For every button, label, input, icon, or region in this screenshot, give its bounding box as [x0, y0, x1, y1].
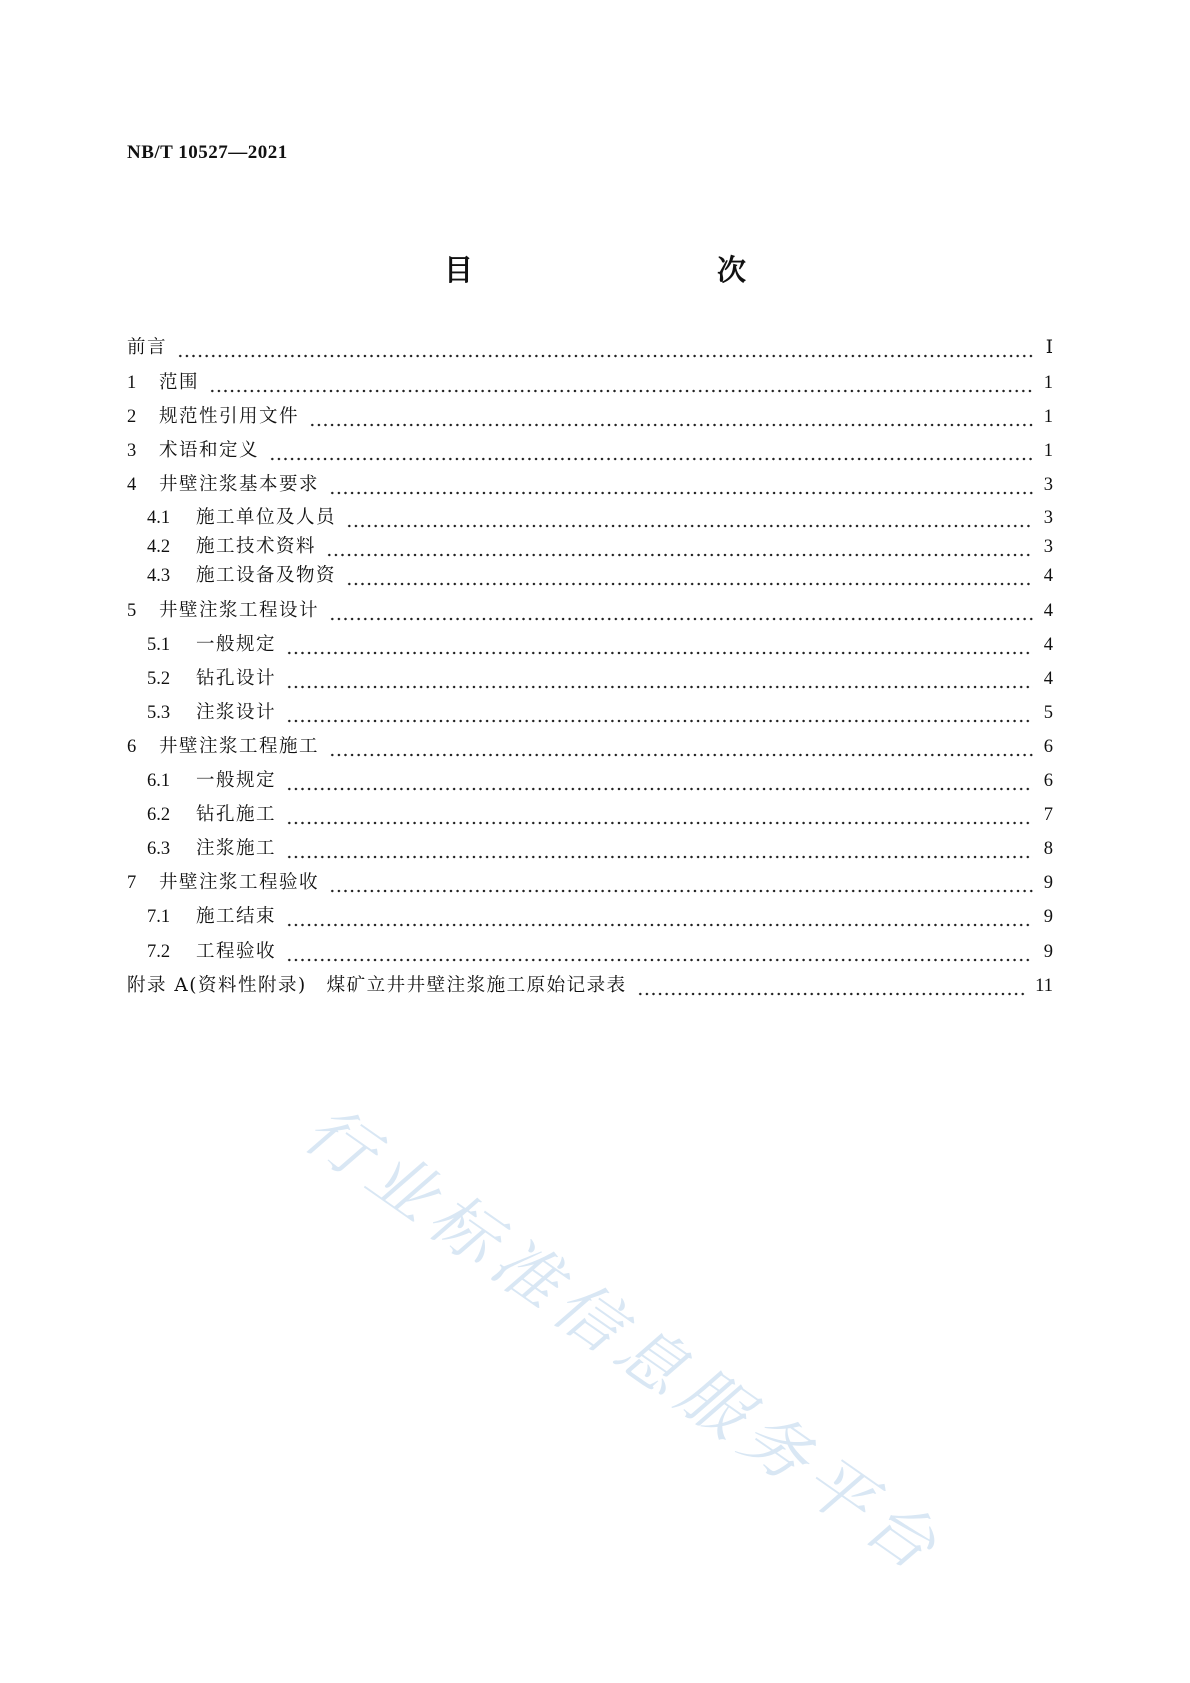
toc-entry[interactable] — [127, 971, 1053, 1001]
dot-leader — [286, 902, 1033, 932]
toc-entry-title: 井壁注浆基本要求 — [159, 474, 320, 495]
toc-entry[interactable] — [127, 436, 1053, 466]
toc-entry-page: 9 — [1043, 942, 1053, 962]
toc-entry-page: 5 — [1043, 703, 1053, 723]
toc-entry-number: 1 — [127, 373, 137, 393]
dot-leader — [286, 664, 1033, 694]
dot-leader — [177, 333, 1033, 363]
toc-entry[interactable] — [127, 596, 1053, 626]
toc-entry-title: 一般规定 — [196, 770, 277, 791]
toc-entry[interactable] — [147, 834, 1053, 864]
toc-entry-page: 9 — [1043, 907, 1053, 927]
toc-entry-title: 规范性引用文件 — [159, 406, 300, 427]
toc-entry-page: 4 — [1043, 635, 1053, 655]
toc-entry-number: 5.3 — [147, 703, 171, 723]
toc-entry-number: 5.2 — [147, 669, 171, 689]
toc-entry-number: 4.1 — [147, 508, 171, 528]
toc-entry-title: 注浆施工 — [196, 838, 277, 859]
dot-leader — [286, 698, 1033, 728]
toc-entry-title: 附录 A(资料性附录) 煤矿立井井壁注浆施工原始记录表 — [127, 975, 627, 996]
toc-entry-page: 3 — [1043, 508, 1053, 528]
dot-leader — [329, 868, 1033, 898]
dot-leader — [346, 561, 1033, 591]
toc-entry-number: 6.3 — [147, 839, 171, 859]
toc-entry-title: 术语和定义 — [159, 440, 260, 461]
toc-entry-page: 9 — [1043, 873, 1053, 893]
toc-entry-title: 范围 — [159, 372, 200, 393]
toc-entry-title: 施工结束 — [196, 906, 277, 927]
dot-leader — [309, 402, 1033, 432]
toc-entry-page: 8 — [1043, 839, 1053, 859]
toc-entry-title: 钻孔施工 — [196, 804, 277, 825]
toc-entry-title: 施工技术资料 — [196, 536, 317, 557]
toc-entry-title: 井壁注浆工程施工 — [159, 736, 320, 757]
dot-leader — [286, 937, 1033, 967]
toc-entry-number: 7 — [127, 873, 137, 893]
dot-leader — [286, 766, 1033, 796]
toc-entry-number: 5.1 — [147, 635, 171, 655]
toc-entry[interactable] — [147, 698, 1053, 728]
toc-entry-page: 11 — [1035, 976, 1053, 996]
toc-entry[interactable] — [147, 630, 1053, 660]
toc-entry[interactable] — [147, 766, 1053, 796]
toc-entry-number: 4 — [127, 475, 137, 495]
dot-leader — [329, 596, 1033, 626]
toc-entry-page: 1 — [1043, 373, 1053, 393]
dot-leader — [637, 971, 1027, 1001]
dot-leader — [329, 732, 1033, 762]
toc-entry[interactable] — [127, 470, 1053, 500]
dot-leader — [329, 470, 1033, 500]
toc-entry-title: 工程验收 — [196, 941, 277, 962]
toc-entry[interactable] — [127, 333, 1053, 363]
watermark: 行业标准信息服务平台 — [290, 1090, 958, 1590]
toc-entry-title: 井壁注浆工程验收 — [159, 872, 320, 893]
toc-entry-title: 前言 — [127, 337, 168, 358]
toc-entry-number: 6.2 — [147, 805, 171, 825]
page-title: 目 次 — [443, 253, 808, 287]
toc-entry-page: 6 — [1043, 737, 1053, 757]
toc-entry-page: 6 — [1043, 771, 1053, 791]
toc-entry[interactable] — [127, 868, 1053, 898]
toc-entry-title: 井壁注浆工程设计 — [159, 600, 320, 621]
toc-entry-page: 4 — [1043, 601, 1053, 621]
dot-leader — [286, 800, 1033, 830]
toc-entry[interactable] — [147, 532, 1053, 562]
dot-leader — [326, 532, 1033, 562]
toc-entry-page: 4 — [1043, 566, 1053, 586]
toc-entry-number: 6 — [127, 737, 137, 757]
toc-entry[interactable] — [147, 503, 1053, 533]
dot-leader — [346, 503, 1033, 533]
toc-entry-page: 3 — [1043, 537, 1053, 557]
dot-leader — [209, 368, 1033, 398]
toc-entry[interactable] — [127, 368, 1053, 398]
toc-entry-number: 4.3 — [147, 566, 171, 586]
toc-entry-page: 7 — [1043, 805, 1053, 825]
toc-entry[interactable] — [147, 664, 1053, 694]
toc-entry-number: 6.1 — [147, 771, 171, 791]
toc-entry[interactable] — [147, 902, 1053, 932]
toc-entry-title: 施工单位及人员 — [196, 507, 337, 528]
toc-entry-number: 5 — [127, 601, 137, 621]
toc-entry-page: 1 — [1043, 441, 1053, 461]
toc-entry[interactable] — [127, 402, 1053, 432]
toc-entry-page: 3 — [1043, 475, 1053, 495]
dot-leader — [286, 834, 1033, 864]
toc-entry-number: 4.2 — [147, 537, 171, 557]
dot-leader — [286, 630, 1033, 660]
toc-entry-title: 钻孔设计 — [196, 668, 277, 689]
toc-entry-number: 3 — [127, 441, 137, 461]
toc-entry-page: 1 — [1043, 407, 1053, 427]
toc-entry-title: 施工设备及物资 — [196, 565, 337, 586]
toc-entry-title: 注浆设计 — [196, 702, 277, 723]
toc-entry-page: Ⅰ — [1045, 338, 1053, 358]
dot-leader — [269, 436, 1033, 466]
standard-code: NB/T 10527—2021 — [127, 142, 288, 163]
toc-entry[interactable] — [147, 800, 1053, 830]
toc-entry-number: 7.2 — [147, 942, 171, 962]
toc-entry-title: 一般规定 — [196, 634, 277, 655]
toc-entry-number: 7.1 — [147, 907, 171, 927]
toc-entry-number: 2 — [127, 407, 137, 427]
toc-entry-page: 4 — [1043, 669, 1053, 689]
toc-entry[interactable] — [127, 732, 1053, 762]
toc-entry[interactable] — [147, 937, 1053, 967]
toc-entry[interactable] — [147, 561, 1053, 591]
